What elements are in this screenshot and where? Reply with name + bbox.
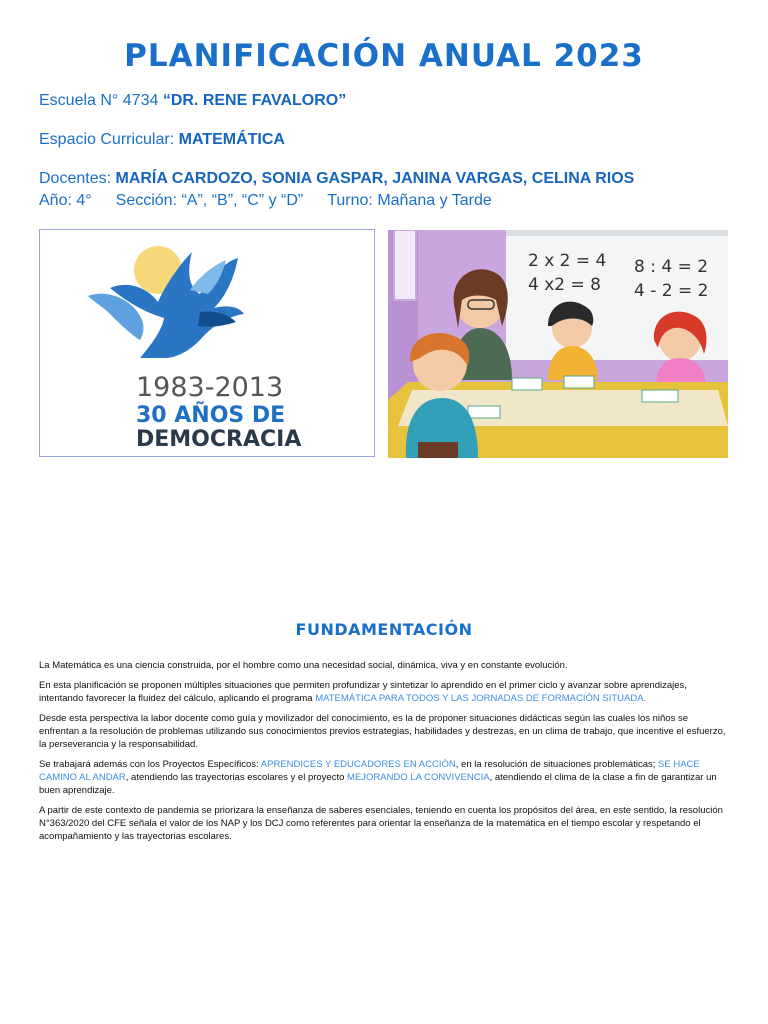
paragraph-4-text-b: , en la resolución de situaciones problemáticas; [455,759,659,770]
democracy-logo [39,229,375,457]
logo-anniversary: 30 AÑOS DE [136,403,286,428]
section-text: Sección: “A”, “B”, “C” y “D” [115,192,304,209]
teachers-line [39,170,634,188]
year-text: Año: 4° [39,192,92,209]
paragraph-4-text-c: , atendiendo las trayectorias escolares y el proyecto [125,772,348,783]
teachers-names: MARÍA CARDOZO, SONIA GASPAR, JANINA VARGAS, CELINA RIOS [115,170,635,187]
project-highlight-1: APRENDICES Y EDUCADORES EN ACCIÓN [260,759,456,770]
logo-years: 1983-2013 [136,372,284,403]
project-highlight-2: SE HACE CAMINO AL ANDAR [39,759,700,783]
classroom-illustration [388,230,728,458]
board-equation-1: 2 x 2 = 4 [528,251,607,271]
paragraph-4 [39,758,729,797]
subject-name: MATEMÁTICA [178,131,285,148]
paragraph-2-text: En esta planificación se proponen múltiples situaciones que permiten profundizar y sintetizar lo aprendido en el primer ciclo y avanzar sobre aprendizajes, intentando favorecer la fluidez del cálculo, aplicando el programa [39,680,687,704]
school-name: “DR. RENE FAVALORO” [162,92,347,109]
paragraph-2 [39,679,729,705]
paragraph-5: A partir de este contexto de pandemia se priorizara la enseñanza de saberes esenciales, teniendo en cuenta los propósitos del área, en este sentido, la resolución N°363/2020 del CFE señala el valor de los NAP y los DCJ como referentes para orientar la enseñanza de la matemática en el tiempo escolar y respetando el acompañamiento y las trayectorias escolares. [39,805,723,842]
subject-line [39,131,285,149]
paragraph-4-text-d: , atendiendo el clima de la clase a fin de garantizar un buen aprendizaje. [39,772,717,796]
school-label: Escuela N° 4734 [39,92,163,109]
board-equation-3: 8 : 4 = 2 [634,257,709,277]
course-line [39,192,516,210]
project-highlight-3: MEJORANDO LA CONVIVENCIA [347,772,490,783]
section-title-fundamentacion: FUNDAMENTACIÓN [295,620,473,639]
logo-democracy: DEMOCRACIA [136,427,302,452]
document-title: PLANIFICACIÓN ANUAL 2023 [124,38,644,74]
subject-label: Espacio Curricular: [39,131,179,148]
paragraph-3: Desde esta perspectiva la labor docente como guía y movilizador del conocimiento, es la de proponer situaciones didácticas según las cuales los niños se enfrentan a la resolución de problemas utilizando sus conocimientos previos estrategias, habilidades y destrezas, en un clima de trabajo, que incentive el esfuerzo, la perseverancia y la responsabilidad. [39,713,726,750]
shift-text: Turno: Mañana y Tarde [327,192,492,209]
teachers-label: Docentes: [39,170,116,187]
paragraph-1: La Matemática es una ciencia construida, por el hombre como una necesidad social, dinámica, viva y en constante evolución. [39,660,568,671]
board-equation-2: 4 x2 = 8 [528,275,601,295]
fundamentacion-body [39,659,729,850]
board-equation-4: 4 - 2 = 2 [634,281,709,301]
paragraph-4-text-a: Se trabajará además con los Proyectos Específicos: [39,759,261,770]
program-highlight: MATEMÁTICA PARA TODOS Y LAS JORNADAS DE FORMACIÓN SITUADA. [315,693,647,704]
school-line [39,92,346,110]
